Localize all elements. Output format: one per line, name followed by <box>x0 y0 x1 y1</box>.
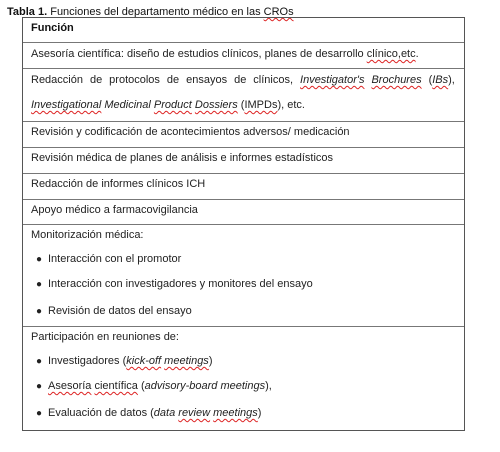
bullet-icon: ● <box>36 279 43 290</box>
row-divider <box>23 173 464 174</box>
table-header: Función <box>31 22 74 34</box>
bullet-icon: ● <box>36 408 43 419</box>
list-item: Interacción con investigadores y monitores del ensayo <box>48 278 313 290</box>
list-item-asesoria: Asesoría científica (advisory-board meetings), <box>48 380 272 392</box>
list-item-evaluacion: Evaluación de datos (data review meetings) <box>48 407 262 419</box>
monitorizacion-title: Monitorización médica: <box>31 229 144 241</box>
caption-label: Tabla 1. <box>7 6 48 18</box>
row-divider <box>23 68 464 69</box>
table-row-redaccion-line1: Redacción de protocolos de ensayos de clínicos, Investigator's Brochures (IBs), <box>31 74 455 86</box>
reuniones-title: Participación en reuniones de: <box>31 331 179 343</box>
table-row-redaccion-line2: Investigational Medicinal Product Dossiers (IMPDs), etc. <box>31 99 305 111</box>
bullet-icon: ● <box>36 381 43 392</box>
caption-text: Funciones del departamento médico en las CROs <box>50 6 294 18</box>
table-row-revision-medica: Revisión médica de planes de análisis e informes estadísticos <box>31 152 334 164</box>
list-item: Revisión de datos del ensayo <box>48 305 192 317</box>
table-row-farmacovigilancia: Apoyo médico a farmacovigilancia <box>31 204 198 216</box>
bullet-icon: ● <box>36 306 43 317</box>
row-divider <box>23 147 464 148</box>
row-divider <box>23 224 464 225</box>
bullet-icon: ● <box>36 356 43 367</box>
functions-table <box>22 17 465 431</box>
list-item: Interacción con el promotor <box>48 253 182 265</box>
table-row-asesoria: Asesoría científica: diseño de estudios clínicos, planes de desarrollo clínico,etc. <box>31 48 419 60</box>
list-item-investigadores: Investigadores (kick-off meetings) <box>48 355 213 367</box>
row-divider <box>23 326 464 327</box>
row-divider <box>23 42 464 43</box>
bullet-icon: ● <box>36 254 43 265</box>
table-row-informes-ich: Redacción de informes clínicos ICH <box>31 178 206 190</box>
table-row-revision-codificacion: Revisión y codificación de acontecimientos adversos/ medicación <box>31 126 350 138</box>
row-divider <box>23 199 464 200</box>
row-divider <box>23 121 464 122</box>
